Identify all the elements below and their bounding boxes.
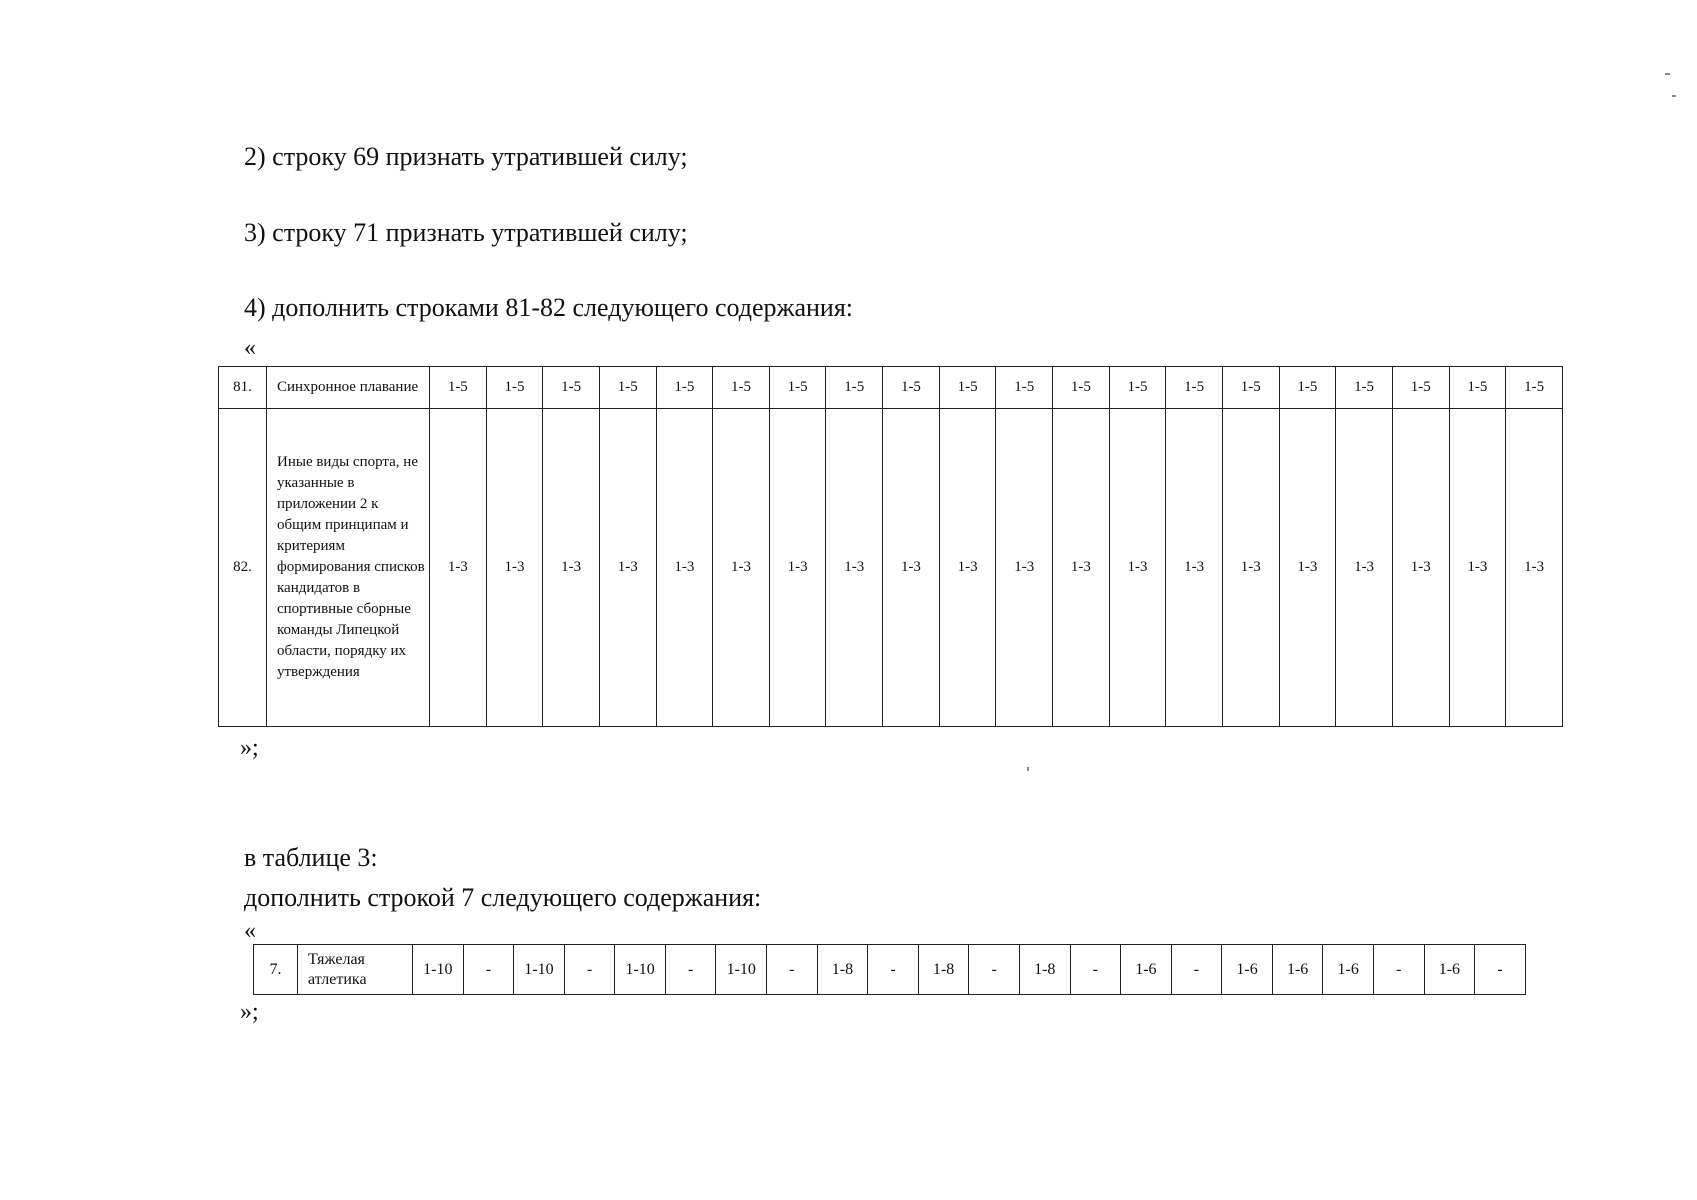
value-cell: 1-5 (656, 367, 713, 409)
value-cell: 1-5 (430, 367, 487, 409)
open-quote-2: « (244, 918, 256, 944)
row-number: 81. (219, 367, 267, 409)
value-cell: - (969, 945, 1020, 995)
value-cell: 1-3 (430, 409, 487, 727)
value-cell: 1-3 (1392, 409, 1449, 727)
value-cell: 1-6 (1323, 945, 1374, 995)
close-quote-1: »; (240, 735, 259, 761)
value-cell: 1-3 (543, 409, 600, 727)
value-cell: 1-3 (599, 409, 656, 727)
sport-name: Тяжелая атлетика (298, 945, 413, 995)
value-cell: 1-5 (1392, 367, 1449, 409)
value-cell: 1-5 (1109, 367, 1166, 409)
sport-name: Синхронное плавание (267, 367, 430, 409)
value-cell: 1-10 (615, 945, 666, 995)
section-heading: в таблице 3: (244, 843, 378, 872)
value-cell: 1-3 (1449, 409, 1506, 727)
value-cell: 1-5 (1166, 367, 1223, 409)
table-row (219, 367, 1563, 409)
value-cell: 1-8 (1019, 945, 1070, 995)
value-cell: 1-5 (1222, 367, 1279, 409)
value-cell: 1-3 (883, 409, 940, 727)
value-cell: 1-8 (918, 945, 969, 995)
value-cell: 1-5 (769, 367, 826, 409)
value-cell: 1-5 (939, 367, 996, 409)
value-cell: 1-3 (939, 409, 996, 727)
section-instruction: дополнить строкой 7 следующего содержания: (244, 883, 762, 912)
value-cell: 1-3 (1053, 409, 1110, 727)
item-2-text: 2) строку 69 признать утратившей силу; (244, 142, 688, 171)
value-cell: 1-3 (826, 409, 883, 727)
value-cell: 1-6 (1424, 945, 1475, 995)
row-number: 7. (254, 945, 298, 995)
value-cell: 1-10 (716, 945, 767, 995)
value-cell: 1-6 (1222, 945, 1273, 995)
sport-name: Иные виды спорта, не указанные в приложении 2 к общим принципам и критериям формирования списков кандидатов в спортивные сборные команды Липецкой области, порядку их утверждения (267, 409, 430, 727)
value-cell: 1-6 (1272, 945, 1323, 995)
value-cell: - (665, 945, 716, 995)
table-row-7 (253, 944, 1526, 995)
value-cell: - (868, 945, 919, 995)
row-number: 82. (219, 409, 267, 727)
value-cell: 1-5 (1053, 367, 1110, 409)
table-row (254, 945, 1526, 995)
value-cell: 1-3 (1336, 409, 1393, 727)
value-cell: 1-5 (713, 367, 770, 409)
value-cell: 1-3 (656, 409, 713, 727)
value-cell: 1-5 (486, 367, 543, 409)
value-cell: 1-3 (1279, 409, 1336, 727)
value-cell: - (767, 945, 818, 995)
value-cell: 1-3 (996, 409, 1053, 727)
value-cell: 1-5 (996, 367, 1053, 409)
value-cell: 1-5 (1279, 367, 1336, 409)
value-cell: 1-10 (413, 945, 464, 995)
value-cell: 1-6 (1121, 945, 1172, 995)
open-quote-1: « (244, 335, 256, 361)
value-cell: 1-3 (769, 409, 826, 727)
value-cell: 1-5 (599, 367, 656, 409)
value-cell: 1-3 (713, 409, 770, 727)
table-row (219, 409, 1563, 727)
item-3-text: 3) строку 71 признать утратившей силу; (244, 218, 688, 247)
value-cell: - (1475, 945, 1526, 995)
item-4-text: 4) дополнить строками 81-82 следующего содержания: (244, 293, 854, 322)
close-quote-2: »; (240, 999, 259, 1025)
value-cell: - (1171, 945, 1222, 995)
value-cell: 1-5 (1336, 367, 1393, 409)
value-cell: 1-3 (1166, 409, 1223, 727)
value-cell: 1-5 (1449, 367, 1506, 409)
scan-speck (1665, 73, 1670, 75)
value-cell: 1-10 (514, 945, 565, 995)
value-cell: - (1373, 945, 1424, 995)
value-cell: 1-5 (883, 367, 940, 409)
value-cell: - (1070, 945, 1121, 995)
scan-speck (1027, 767, 1029, 771)
value-cell: 1-3 (1222, 409, 1279, 727)
value-cell: 1-3 (1109, 409, 1166, 727)
value-cell: - (463, 945, 514, 995)
value-cell: 1-5 (543, 367, 600, 409)
value-cell: 1-3 (486, 409, 543, 727)
value-cell: 1-8 (817, 945, 868, 995)
value-cell: 1-5 (826, 367, 883, 409)
value-cell: 1-3 (1506, 409, 1563, 727)
value-cell: 1-5 (1506, 367, 1563, 409)
table-rows-81-82 (218, 366, 1563, 727)
value-cell: - (564, 945, 615, 995)
scan-speck (1672, 95, 1676, 97)
